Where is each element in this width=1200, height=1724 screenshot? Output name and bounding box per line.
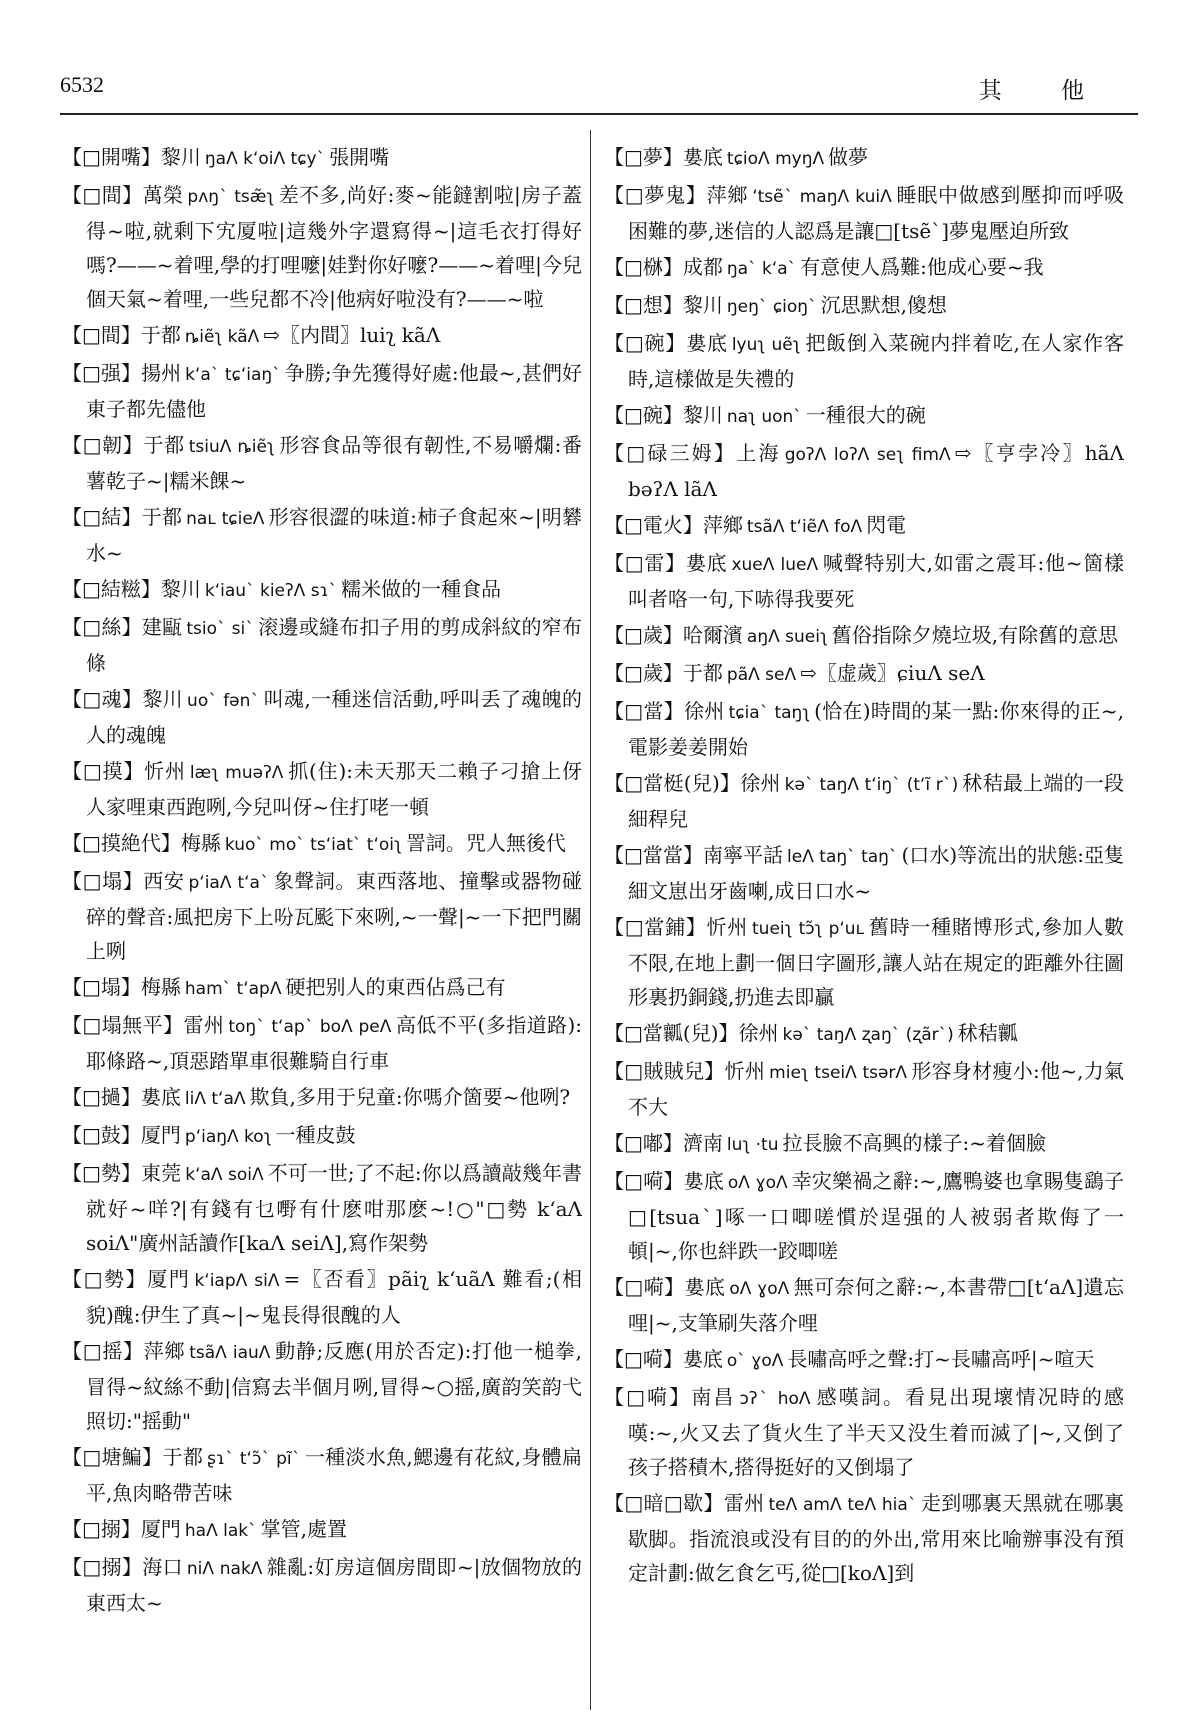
entry-headword: 【□碗】 [604, 403, 683, 427]
entry-headword: 【□摸】 [62, 759, 145, 783]
entry-headword: 【□開嘴】 [62, 145, 161, 169]
entry-headword: 【□塌】 [62, 869, 144, 893]
entry-definition: 把飯倒入菜碗内拌着吃,在人家作客時,這樣做是失禮的 [628, 331, 1124, 391]
entry-pronunciation: naʟ tɕieɅ [186, 509, 265, 529]
dictionary-entry [604, 140, 1124, 176]
dictionary-entry [604, 1380, 1124, 1484]
entry-place: 南昌 [691, 1385, 736, 1409]
dictionary-entry [604, 1486, 1124, 1590]
entry-place: 濟南 [682, 1131, 723, 1155]
entry-place: 梅縣 [140, 975, 181, 999]
entry-pronunciation: toŋˋ tʻapˋ boɅ peɅ [228, 1017, 392, 1037]
entry-place: 萬榮 [142, 183, 184, 207]
dictionary-entry [62, 1080, 582, 1116]
dictionary-entry [604, 546, 1124, 616]
entry-definition: 睡眠中做感到壓抑而呼吸困難的夢,迷信的人認爲是讓□[tsẽˋ]夢鬼壓迫所致 [628, 183, 1124, 243]
entry-pronunciation: ŋeŋˋ ɕioŋˋ [726, 297, 817, 317]
entry-definition: 秫秸最上端的一段細稈兒 [628, 771, 1124, 831]
entry-pronunciation: pʻiaɅ tʻaˋ [188, 873, 270, 893]
dictionary-entry [62, 1440, 582, 1510]
dictionary-entry [62, 1008, 582, 1078]
entry-place: 海口 [142, 1555, 183, 1579]
column-divider [590, 130, 591, 1710]
entry-headword: 【□嘟】 [604, 1131, 683, 1155]
dictionary-entry [604, 326, 1124, 396]
entry-definition: 沉思默想,傻想 [820, 293, 947, 317]
entry-definition: 喊聲特别大,如雷之震耳:他~箇樣叫者咯一句,下哧得我要死 [628, 551, 1124, 611]
entry-definition: 做夢 [828, 145, 869, 169]
entry-definition: 形容很澀的味道:柿子食起來~|明礬水~ [86, 505, 582, 565]
entry-pronunciation: tueiʅ tɔ̃ʅ pʻuʟ [752, 919, 865, 939]
entry-definition: 掌管,處置 [260, 1517, 347, 1541]
entry-definition: 一種皮鼓 [275, 1123, 356, 1147]
entry-pronunciation: tɕioɅ myŋɅ [726, 149, 825, 169]
entry-place: 黎川 [160, 145, 201, 169]
entry-pronunciation: lyuʅ uẽʅ [731, 335, 801, 355]
dictionary-entry [62, 864, 582, 968]
entry-place: 梅縣 [180, 831, 221, 855]
entry-definition: 不可一世;了不起:你以爲讀敲幾年書就好~咩?|有錢有乜嘢有什麽咁那麽~!○"□勢 kʻaɅ soiɅ"廣州話讀作[kaɅ seiɅ],寫作架勢 [86, 1161, 582, 1255]
entry-place: 南寧平話 [702, 843, 784, 867]
entry-place: 于都 [141, 505, 183, 529]
dictionary-entry [604, 436, 1124, 506]
entry-definition: 差不多,尚好:麥~能鐽割啦|房子蓋得~啦,就剩下宄厦啦|這幾外字還寫得~|這毛衣打得好嗎?——~着哩,學的打哩嚒|娃對你好嚒?——~着哩|今兒個天氣~着哩,一些兒都不冷|他病好啦没有?——~啦 [86, 183, 582, 311]
entry-headword: 【□摇】 [62, 1339, 144, 1363]
entry-definition: =〖否看〗pãiʅ kʻuãɅ 難看;(相貌)醜:伊生了真~|~鬼長得很醜的人 [86, 1267, 582, 1327]
entry-definition: 高低不平(多指道路):耶條路~,頂惡踏單車很難騎自行車 [86, 1013, 582, 1073]
dictionary-entry [62, 356, 582, 426]
entry-place: 婁底 [686, 331, 728, 355]
entry-headword: 【□鼓】 [62, 1123, 141, 1147]
entry-pronunciation: niɅ nakɅ [186, 1559, 263, 1579]
entry-pronunciation: ŋaˋ kʻaˋ [726, 259, 797, 279]
dictionary-entry [604, 508, 1124, 544]
dictionary-entry [62, 1550, 582, 1620]
entry-definition: 形容食品等很有韌性,不易嚼爛:番薯乾子~|糯米餜~ [86, 433, 582, 493]
entry-headword: 【□嗬】 [604, 1275, 685, 1299]
entry-headword: 【□當當】 [604, 843, 703, 867]
entry-definition: 糯米做的一種食品 [341, 577, 502, 601]
entry-headword: 【□椕】 [604, 255, 683, 279]
dictionary-entry [604, 694, 1124, 764]
dictionary-entry [62, 140, 582, 176]
entry-pronunciation: tsiuɅ ȵiẽʅ [188, 437, 275, 457]
entry-pronunciation: oɅ ɣoɅ [727, 1173, 788, 1193]
dictionary-entry [62, 1262, 582, 1332]
entry-place: 忻州 [724, 1059, 766, 1083]
entry-definition: 叫魂,一種迷信活動,呼叫丢了魂魄的人的魂魄 [86, 687, 582, 747]
dictionary-entry [604, 656, 1124, 692]
entry-place: 婁底 [682, 1347, 723, 1371]
dictionary-entry [604, 838, 1124, 908]
entry-pronunciation: tɕiaˋ taŋʅ [728, 703, 811, 723]
entry-place: 東莞 [141, 1161, 182, 1185]
entry-pronunciation: tsãɅ iauɅ [189, 1343, 271, 1363]
entry-pronunciation: pãɅ seɅ [726, 665, 797, 685]
dictionary-entry [604, 178, 1124, 248]
entry-headword: 【□當梃(兒)】 [604, 771, 741, 795]
entry-pronunciation: goʔɅ loʔɅ seʅ fimɅ [784, 445, 951, 465]
entry-headword: 【□搦】 [62, 1555, 143, 1579]
entry-place: 上海 [736, 441, 781, 465]
entry-pronunciation: pʌŋˋ tsæ̃ʅ [187, 187, 275, 207]
entry-headword: 【□塌】 [62, 975, 141, 999]
entry-place: 婁底 [140, 1085, 181, 1109]
dictionary-entry [62, 428, 582, 498]
entry-pronunciation: ʂɿˋ tʻɔ̃ˋ pĩˋ [207, 1449, 301, 1469]
entry-pronunciation: oɅ ɣoɅ [729, 1279, 790, 1299]
entry-definition: 形容身材瘦小:他~,力氣不大 [628, 1059, 1124, 1119]
entry-headword: 【□嗬】 [604, 1347, 683, 1371]
entry-headword: 【□暗□歇】 [604, 1491, 724, 1515]
entry-headword: 【□强】 [62, 361, 142, 385]
entry-headword: 【□當鋪】 [604, 915, 707, 939]
entry-place: 雷州 [183, 1013, 225, 1037]
entry-place: 忻州 [706, 915, 749, 939]
entry-definition: 有意使人爲難:他成心要~我 [800, 255, 1044, 279]
entry-definition: ⇨〖虚歲〗ɕiuɅ seɅ [800, 661, 985, 685]
entry-pronunciation: aŋɅ sueiʅ [746, 627, 828, 647]
entry-headword: 【□想】 [604, 293, 683, 317]
entry-headword: 【□搦】 [62, 1517, 141, 1541]
entry-definition: ⇨〖亨孛冷〗hãɅ bəʔɅ lãɅ [628, 441, 1124, 501]
entry-headword: 【□絲】 [62, 615, 142, 639]
entry-headword: 【□塘鯿】 [62, 1445, 163, 1469]
dictionary-entry [604, 1342, 1124, 1378]
dictionary-entry [62, 610, 582, 680]
entry-place: 忻州 [144, 759, 186, 783]
entry-headword: 【□嗬】 [604, 1169, 684, 1193]
entry-place: 徐州 [740, 771, 781, 795]
entry-place: 成都 [682, 255, 723, 279]
dictionary-entry [604, 1016, 1124, 1052]
entry-definition: 秫秸瓤 [957, 1021, 1018, 1045]
entry-place: 建甌 [141, 615, 183, 639]
running-head: 其 他 [978, 78, 1110, 104]
entry-headword: 【□間】 [62, 323, 141, 347]
dictionary-entry [62, 970, 582, 1006]
entry-definition: 一種淡水魚,鰓邊有花紋,身體扁平,魚肉略帶苦味 [86, 1445, 582, 1505]
entry-pronunciation: kuoˋ moˋ tsʻiatˋ tʻoiʅ [224, 835, 402, 855]
entry-pronunciation: kəˋ taŋɅ ʐaŋˋ (ʐãrˋ) [782, 1025, 954, 1045]
entry-definition: 硬把别人的東西佔爲己有 [285, 975, 506, 999]
entry-definition: 滚邊或縫布扣子用的剪成斜紋的窄布條 [86, 615, 582, 675]
entry-pronunciation: luʅ ·tu [726, 1135, 779, 1155]
entry-place: 于都 [143, 433, 185, 457]
entry-pronunciation: uoˋ fənˋ [187, 691, 260, 711]
entry-definition: 抓(住):未天那天二賴子刁搶上伢人家哩東西跑咧,今兒叫伢~住打咾一頓 [86, 759, 582, 819]
entry-headword: 【□塌無平】 [62, 1013, 184, 1037]
entry-place: 徐州 [684, 699, 725, 723]
entry-definition: 象聲詞。東西落地、撞擊或器物碰碎的聲音:風把房下上吩瓦颩下來咧,~一聲|~一下把門關上咧 [86, 869, 582, 963]
dictionary-entry [62, 682, 582, 752]
entry-headword: 【□韌】 [62, 433, 144, 457]
entry-definition: 閃電 [866, 513, 907, 537]
entry-pronunciation: læʅ muəʔɅ [189, 763, 284, 783]
entry-definition: 長嘯高呼之聲:打~長嘯高呼|~喧天 [787, 1347, 1095, 1371]
entry-place: 厦門 [147, 1267, 191, 1291]
entry-pronunciation: oˋ ɣoɅ [726, 1351, 784, 1371]
entry-place: 哈爾濱 [682, 623, 743, 647]
dictionary-entry [62, 754, 582, 824]
entry-pronunciation: tsioˋ siˋ [186, 619, 255, 639]
entry-headword: 【□電火】 [604, 513, 703, 537]
entry-place: 揚州 [141, 361, 182, 385]
entry-definition: 詈詞。咒人無後代 [405, 831, 566, 855]
entry-pronunciation: kʻiapɅ siɅ [194, 1271, 280, 1291]
entry-place: 于都 [162, 1445, 204, 1469]
entry-pronunciation: kəˋ taŋɅ tʻiŋˋ (tʻĩ rˋ) [784, 775, 959, 795]
entry-place: 徐州 [738, 1021, 779, 1045]
entry-pronunciation: liɅ tʻaɅ [184, 1089, 246, 1109]
entry-definition: 感嘆詞。看見出現壞情况時的感嘆:~,火又去了貨火生了半天又没生着而滅了|~,又倒了孩子搭積木,搭得挺好的又倒塌了 [628, 1385, 1124, 1479]
entry-pronunciation: ʻtsẽˋ maŋɅ kuiɅ [752, 187, 892, 207]
entry-pronunciation: ŋaɅ kʻoiɅ tɕyˋ [204, 149, 326, 169]
entry-place: 黎川 [160, 577, 201, 601]
dictionary-entry [62, 1118, 582, 1154]
entry-pronunciation: ɔʔˋ hoɅ [739, 1389, 811, 1409]
entry-pronunciation: teɅ amɅ teɅ hiaˋ [768, 1495, 917, 1515]
entry-headword: 【□摸絶代】 [62, 831, 181, 855]
dictionary-entry [62, 178, 582, 316]
dictionary-entry [604, 1164, 1124, 1268]
entry-pronunciation: pʻiaŋɅ koʅ [184, 1127, 272, 1147]
entry-definition: 無可奈何之辭:~,本書帶□[tʻaɅ]遺忘哩|~,支筆刷失落介哩 [628, 1275, 1124, 1335]
entry-headword: 【□勢】 [62, 1161, 142, 1185]
left-column [62, 140, 582, 1700]
dictionary-entry [604, 250, 1124, 286]
entry-headword: 【□嗬】 [604, 1385, 692, 1409]
entry-headword: 【□歲】 [604, 661, 683, 685]
dictionary-entry [604, 618, 1124, 654]
dictionary-entry [604, 1054, 1124, 1124]
dictionary-entry [604, 288, 1124, 324]
entry-place: 雷州 [723, 1491, 765, 1515]
entry-headword: 【□夢】 [604, 145, 683, 169]
dictionary-entry [62, 826, 582, 862]
entry-place: 萍鄉 [706, 183, 749, 207]
entry-pronunciation: naʅ uonˋ [726, 407, 802, 427]
entry-definition: 張開嘴 [329, 145, 390, 169]
dictionary-entry [62, 318, 582, 354]
entry-place: 婁底 [684, 1275, 726, 1299]
entry-headword: 【□結】 [62, 505, 142, 529]
dictionary-entry [62, 1156, 582, 1260]
entry-pronunciation: haɅ lakˋ [184, 1521, 257, 1541]
entry-pronunciation: kʻiauˋ kieʔɅ sɿˋ [204, 581, 338, 601]
entry-pronunciation: hamˋ tʻapɅ [184, 979, 282, 999]
entry-headword: 【□當瓤(兒)】 [604, 1021, 739, 1045]
entry-headword: 【□勢】 [62, 1267, 148, 1291]
entry-place: 西安 [143, 869, 185, 893]
entry-place: 婁底 [683, 1169, 724, 1193]
dictionary-entry [604, 1270, 1124, 1340]
entry-place: 黎川 [682, 293, 723, 317]
entry-definition: (口水)等流出的狀態:亞隻細文崽出牙齒喇,成日口水~ [628, 843, 1124, 903]
entry-definition: 争勝;争先獲得好處:他最~,甚們好東子都先儘他 [86, 361, 582, 421]
entry-place: 黎川 [142, 687, 184, 711]
entry-definition: 舊時一種賭博形式,參加人數不限,在地上劃一個日字圖形,讓人站在規定的距離外往圖形裏扔銅錢,扔進去即贏 [628, 915, 1124, 1009]
entry-definition: 欺負,多用于兒童:你嗎介箇要~他咧? [249, 1085, 571, 1109]
entry-pronunciation: mieʅ tseiɅ tsərɅ [769, 1063, 908, 1083]
entry-definition: 動静;反應(用於否定):打他一槌拳,冒得~紋絲不動|信寫去半個月咧,冒得~○摇,廣韵笑韵弋照切:"摇動" [86, 1339, 582, 1433]
entry-headword: 【□歲】 [604, 623, 683, 647]
entry-place: 于都 [140, 323, 181, 347]
dictionary-entry [604, 766, 1124, 836]
entry-headword: 【□結糍】 [62, 577, 161, 601]
entry-place: 婁底 [685, 551, 728, 575]
dictionary-entry [62, 1512, 582, 1548]
entry-headword: 【□撾】 [62, 1085, 141, 1109]
entry-definition: (恰在)時間的某一點:你來得的正~,電影姜姜開始 [628, 699, 1124, 759]
entry-place: 厦門 [140, 1123, 181, 1147]
entry-headword: 【□魂】 [62, 687, 143, 711]
entry-definition: 拉長臉不高興的樣子:~着個臉 [782, 1131, 1046, 1155]
entry-definition: 幸灾樂禍之辭:~,鷹鴨婆也拿賜隻鷂子□[tsuaˋ]啄一口唧嗟慣於逞强的人被弱者欺侮了一頓|~,你也絆跌一跤唧嗟 [628, 1169, 1124, 1263]
entry-place: 婁底 [682, 145, 723, 169]
entry-headword: 【□雷】 [604, 551, 686, 575]
entry-headword: 【□間】 [62, 183, 143, 207]
entry-place: 黎川 [682, 403, 723, 427]
header-rule [60, 113, 1138, 115]
entry-headword: 【□碗】 [604, 331, 687, 355]
dictionary-entry [62, 1334, 582, 1438]
entry-pronunciation: tsãɅ tʻiẽɅ foɅ [746, 517, 863, 537]
entry-headword: 【□當】 [604, 699, 684, 723]
entry-pronunciation: xueɅ lueɅ [731, 555, 819, 575]
entry-definition: ⇨〖内間〗luiʅ kãɅ [263, 323, 441, 347]
entry-headword: 【□賊賊兒】 [604, 1059, 725, 1083]
right-column [604, 140, 1124, 1700]
entry-pronunciation: kʻaˋ tɕʻiaŋˋ [185, 365, 281, 385]
entry-definition: 走到哪裏天黑就在哪裏歇脚。指流浪或没有目的的外出,常用來比喻辦事没有預定計劃:做乞食乞丐,從□[koɅ]到 [628, 1491, 1124, 1585]
page-number: 6532 [60, 72, 104, 97]
entry-pronunciation: ȵiẽʅ kãɅ [184, 327, 260, 347]
entry-place: 萍鄉 [143, 1339, 186, 1363]
entry-place: 厦門 [140, 1517, 181, 1541]
entry-definition: 舊俗指除夕燒垃圾,有除舊的意思 [831, 623, 1119, 647]
dictionary-entry [62, 500, 582, 570]
entry-place: 萍鄉 [702, 513, 743, 537]
dictionary-entry [604, 910, 1124, 1014]
entry-definition: 雜亂:奵房這個房間即~|放個物放的東西太~ [86, 1555, 582, 1615]
dictionary-entry [604, 398, 1124, 434]
entry-pronunciation: leɅ taŋˋ taŋˋ [787, 847, 898, 867]
dictionary-entry [62, 572, 582, 608]
entry-headword: 【□夢鬼】 [604, 183, 707, 207]
entry-headword: 【□碌三姆】 [604, 441, 737, 465]
entry-place: 于都 [682, 661, 723, 685]
entry-pronunciation: kʻaɅ soiɅ [185, 1165, 264, 1185]
entry-definition: 一種很大的碗 [805, 403, 926, 427]
dictionary-entry [604, 1126, 1124, 1162]
